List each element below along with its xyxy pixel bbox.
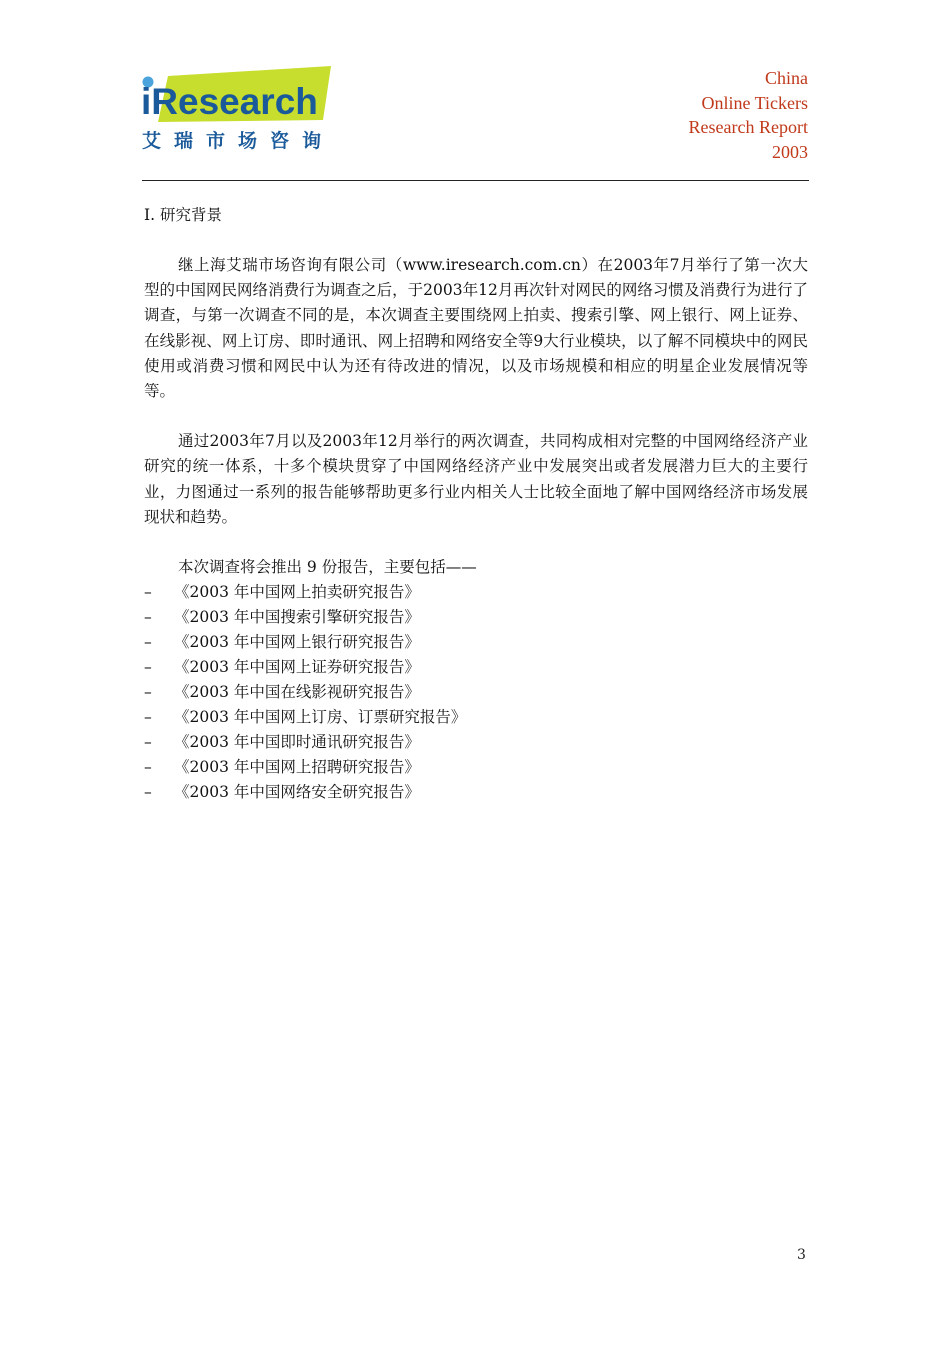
paragraph-background: 继上海艾瑞市场咨询有限公司（www.iresearch.com.cn）在2003年7月举行了第一次大型的中国网民网络消费行为调查之后，于2003年12月再次针对网民的网络习惯及消费行为进行了调查，与第一次调查不同的是，本次调查主要围绕网上拍卖、搜索引擎、网上银行、网上证券、在线影视、网上订房、即时通讯、网上招聘和网络安全等9大行业模块，以了解不同模块中的网民使用或消费习惯和网民中认为还有待改进的情况，以及市场规模和相应的明星企业发展情况等等。: [144, 256, 808, 401]
report-title: 《2003 年中国在线影视研究报告》: [174, 683, 420, 702]
document-body: [144, 203, 808, 805]
list-dash: –: [144, 658, 152, 677]
report-meta: [689, 66, 808, 164]
report-list-intro: 本次调查将会推出 9 份报告，主要包括——: [178, 558, 477, 577]
report-item: [144, 605, 808, 630]
report-title: 《2003 年中国网上银行研究报告》: [174, 633, 420, 652]
report-title: 《2003 年中国搜索引擎研究报告》: [174, 608, 420, 627]
logo-wordmark: iResearch: [141, 81, 318, 122]
meta-line-year: 2003: [772, 141, 808, 162]
meta-line-country: China: [765, 68, 808, 88]
iresearch-logo-mark: [140, 62, 340, 126]
list-dash: –: [144, 683, 152, 702]
report-title: 《2003 年中国网上证券研究报告》: [174, 658, 420, 677]
list-dash: –: [144, 708, 152, 727]
list-dash: –: [144, 783, 152, 802]
meta-line-type: Research Report: [688, 117, 808, 137]
list-dash: –: [144, 608, 152, 627]
report-title: 《2003 年中国网上拍卖研究报告》: [174, 583, 420, 602]
list-dash: –: [144, 633, 152, 652]
report-item: [144, 580, 808, 605]
list-dash: –: [144, 733, 152, 752]
report-item: [144, 755, 808, 780]
section-title: I. 研究背景: [144, 206, 222, 224]
iresearch-logo: [140, 62, 340, 158]
report-title: 《2003 年中国网上订房、订票研究报告》: [174, 708, 467, 727]
report-title: 《2003 年中国网络安全研究报告》: [174, 783, 420, 802]
report-item: [144, 655, 808, 680]
report-title: 《2003 年中国网上招聘研究报告》: [174, 758, 420, 777]
report-item: [144, 780, 808, 805]
report-title: 《2003 年中国即时通讯研究报告》: [174, 733, 420, 752]
paragraph-system: 通过2003年7月以及2003年12月举行的两次调查，共同构成相对完整的中国网络经济产业研究的统一体系，十多个模块贯穿了中国网络经济产业中发展突出或者发展潜力巨大的主要行业，力图通过一系列的报告能够帮助更多行业内相关人士比较全面地了解中国网络经济市场发展现状和趋势。: [144, 432, 808, 526]
report-item: [144, 630, 808, 655]
report-list: [144, 580, 808, 805]
logo-chinese-name: 艾瑞市场咨询: [142, 130, 335, 152]
report-item: [144, 705, 808, 730]
list-dash: –: [144, 583, 152, 602]
header-divider: [142, 180, 809, 181]
meta-line-topic: Online Tickers: [701, 92, 808, 113]
report-item: [144, 680, 808, 705]
list-dash: –: [144, 758, 152, 777]
report-item: [144, 730, 808, 755]
page-number: 3: [797, 1247, 806, 1263]
